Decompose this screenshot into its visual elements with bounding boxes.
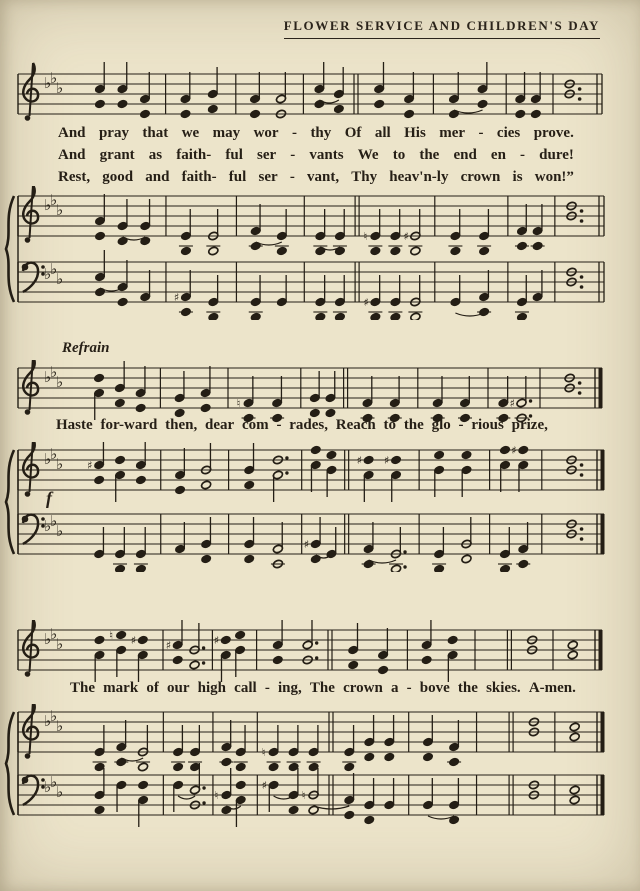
lyric-token: We — [357, 147, 379, 163]
svg-text:♯: ♯ — [511, 444, 517, 457]
svg-text:♭: ♭ — [50, 625, 58, 643]
lyric-token: The — [309, 680, 335, 696]
svg-text:♭: ♭ — [50, 191, 58, 209]
svg-text:♮: ♮ — [236, 397, 241, 410]
svg-text:♭: ♭ — [50, 512, 58, 530]
svg-text:♮: ♮ — [109, 629, 114, 642]
svg-text:♭: ♭ — [44, 630, 52, 648]
svg-text:♭: ♭ — [56, 635, 64, 653]
lyric-token: Thy — [351, 169, 378, 185]
lyric-token: And — [58, 125, 86, 141]
lyric-token: of — [146, 680, 159, 696]
lyric-line-final — [70, 677, 576, 699]
lyric-token: then, — [165, 417, 198, 433]
page-title: FLOWER SERVICE AND CHILDREN'S DAY — [284, 18, 600, 39]
svg-text:♭: ♭ — [44, 196, 52, 214]
svg-text:♭: ♭ — [50, 363, 58, 381]
svg-text:♭: ♭ — [56, 373, 64, 391]
lyric-token: And — [58, 147, 86, 163]
lyric-token: - — [458, 417, 464, 433]
lyric-token: - — [520, 147, 526, 163]
lyric-token: faith- — [176, 147, 212, 163]
lyric-token: the — [403, 417, 424, 433]
lyric-token: dure! — [539, 147, 574, 163]
lyric-token: Rest, — [58, 169, 91, 185]
lyric-token: high — [197, 680, 226, 696]
svg-text:♭: ♭ — [56, 522, 64, 540]
lyric-token: is — [512, 169, 523, 185]
svg-text:♯: ♯ — [213, 634, 220, 647]
svg-text:♯: ♯ — [403, 230, 409, 243]
svg-text:♯: ♯ — [303, 538, 310, 551]
lyric-line-verse-1 — [58, 122, 574, 144]
lyric-token: ful — [228, 169, 247, 185]
svg-text:♭: ♭ — [50, 773, 58, 791]
lyric-token: - — [290, 147, 296, 163]
lyric-token: that — [142, 125, 169, 141]
lyric-token: - — [292, 125, 297, 141]
lyric-token: Haste — [56, 417, 93, 433]
lyric-token: rious — [471, 417, 504, 433]
grand-staff-final — [2, 704, 606, 834]
lyric-token: faith- — [181, 169, 217, 185]
lyric-token: to — [383, 417, 397, 433]
svg-text:♭: ♭ — [50, 707, 58, 725]
svg-text:♭: ♭ — [56, 717, 64, 735]
lyric-token: cies — [496, 125, 521, 141]
lyric-token: grant — [99, 147, 135, 163]
lyric-token: com — [242, 417, 269, 433]
svg-text:♭: ♭ — [56, 783, 64, 801]
svg-text:♮: ♮ — [214, 789, 219, 802]
lyric-token: - — [264, 680, 270, 696]
svg-text:♭: ♭ — [50, 260, 58, 278]
lyric-token: skies. — [486, 680, 521, 696]
lyric-token: vant, — [306, 169, 340, 185]
svg-text:♭: ♭ — [56, 270, 64, 288]
lyric-token: Of — [344, 125, 362, 141]
svg-text:♮: ♮ — [261, 746, 266, 759]
svg-text:♭: ♭ — [50, 445, 58, 463]
svg-text:♯: ♯ — [363, 296, 369, 309]
lyric-token: The — [70, 680, 96, 696]
verse-lyrics-block — [58, 122, 574, 188]
lyric-token: vants — [309, 147, 344, 163]
lyric-token: ful — [225, 147, 243, 163]
svg-text:♭: ♭ — [44, 368, 52, 386]
lyric-line-verse-3 — [58, 166, 574, 188]
svg-text:♭: ♭ — [44, 712, 52, 730]
svg-text:♯: ♯ — [165, 639, 172, 652]
lyric-token: heav'n-ly — [389, 169, 449, 185]
lyric-token: ser — [258, 169, 278, 185]
svg-text:♭: ♭ — [56, 79, 64, 97]
svg-text:♭: ♭ — [44, 74, 52, 92]
lyric-token: crown — [343, 680, 383, 696]
lyric-token: thy — [310, 125, 332, 141]
grand-staff-verse — [2, 186, 606, 320]
svg-text:♯: ♯ — [356, 454, 362, 467]
lyric-token: our — [166, 680, 190, 696]
lyric-line-refrain — [56, 414, 548, 436]
grand-staff-refrain — [2, 442, 606, 572]
svg-text:♯: ♯ — [87, 459, 93, 472]
lyric-token: end — [453, 147, 477, 163]
svg-text:♭: ♭ — [56, 455, 64, 473]
lyric-token: and — [145, 169, 170, 185]
svg-text:♯: ♯ — [261, 779, 267, 792]
lyric-token: dear — [205, 417, 235, 433]
lyric-token: His — [404, 125, 426, 141]
svg-text:♮: ♮ — [301, 789, 306, 802]
svg-text:♭: ♭ — [56, 201, 64, 219]
lyric-token: A-men. — [528, 680, 576, 696]
lyric-token: glo — [431, 417, 451, 433]
lyric-token: wor — [253, 125, 279, 141]
lyric-token: mer — [439, 125, 466, 141]
lyric-token: may — [212, 125, 241, 141]
dynamic-f-marking: f — [46, 488, 52, 508]
lyric-token: - — [289, 169, 295, 185]
lyric-token: call — [234, 680, 257, 696]
lyric-token: prize, — [511, 417, 548, 433]
lyric-token: good — [102, 169, 134, 185]
lyric-token: mark — [103, 680, 139, 696]
svg-text:♮: ♮ — [363, 230, 368, 243]
lyric-token: won!” — [534, 169, 574, 185]
lyric-token: bove — [419, 680, 450, 696]
svg-text:♯: ♯ — [384, 454, 390, 467]
lyric-token: - — [478, 125, 484, 141]
lyric-token: as — [148, 147, 163, 163]
lyric-token: a — [390, 680, 399, 696]
lyric-token: to — [392, 147, 406, 163]
svg-text:♭: ♭ — [44, 265, 52, 283]
svg-text:♭: ♭ — [44, 778, 52, 796]
lyric-token: crown — [460, 169, 501, 185]
lyric-token: Reach — [335, 417, 376, 433]
lyric-token: the — [457, 680, 478, 696]
svg-text:♯: ♯ — [509, 397, 515, 410]
lyric-token: en — [490, 147, 506, 163]
lyric-token: ing, — [277, 680, 302, 696]
lyric-token: for-ward — [100, 417, 158, 433]
svg-text:♯: ♯ — [130, 634, 137, 647]
lyric-token: the — [419, 147, 440, 163]
lyric-token: - — [276, 417, 282, 433]
refrain-label: Refrain — [62, 340, 110, 356]
lyric-token: ser — [257, 147, 277, 163]
lyric-token: all — [374, 125, 391, 141]
lyric-token: - — [406, 680, 412, 696]
svg-text:♯: ♯ — [173, 291, 180, 304]
svg-text:♭: ♭ — [44, 517, 52, 535]
svg-text:♭: ♭ — [50, 69, 58, 87]
lyric-line-verse-2 — [58, 144, 574, 166]
lyric-token: rades, — [289, 417, 328, 433]
lyric-token: prove. — [533, 125, 574, 141]
final-lyrics-block — [70, 677, 576, 699]
svg-text:♭: ♭ — [44, 450, 52, 468]
lyric-token: we — [181, 125, 200, 141]
lyric-token: pray — [98, 125, 129, 141]
refrain-lyrics-block — [56, 414, 548, 436]
